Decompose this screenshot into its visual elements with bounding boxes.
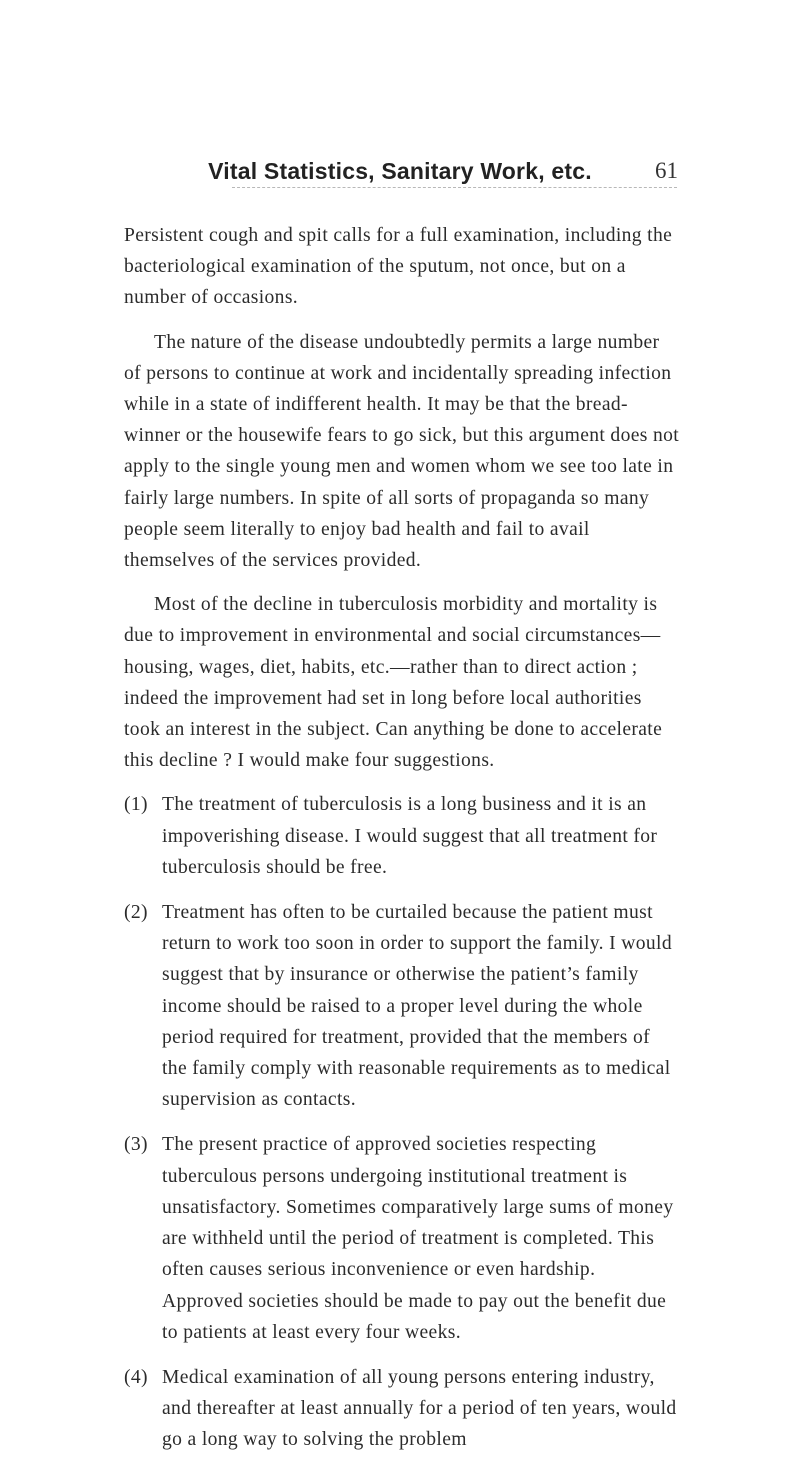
suggestion-number: (2) [124,902,148,924]
suggestion-text: The present practice of approved societies respecting tuberculous persons undergoing institutional treatment is unsatisfactory. Sometimes comparatively large sums of money are withheld until the period of treatment is completed. This often causes serious inconvenience or even hardship. Approved societies should be made to pay out the benefit due to patients at least every four weeks. [162,1134,674,1343]
suggestion-text: Medical examination of all young persons entering industry, and thereafter at least annually for a period of ten years, would go a long way to solving the problem [162,1366,677,1451]
suggestion-item-3 [124,1129,680,1347]
suggestion-item-1 [124,789,680,883]
running-title: Vital Statistics, Sanitary Work, etc. [208,158,592,184]
page-body [124,220,680,1470]
page-number: 61 [655,158,678,183]
suggestion-number: (1) [124,794,148,816]
suggestion-text: Treatment has often to be curtailed because the patient must return to work too soon in order to support the family. I would suggest that by insurance or otherwise the patient’s family income should be raised to a proper level during the whole period required for treatment, provided that the members of the family comply with reasonable requirements as to medical supervision as contacts. [162,902,672,1111]
page-header [0,158,800,194]
suggestion-number: (3) [124,1134,148,1156]
paragraph-nature-of-disease: The nature of the disease undoubtedly permits a large number of persons to continue at work and incidentally spreading infection while in a state of indifferent health. It may be that the bread-winner or the housewife fears to go sick, but this argument does not apply to the single young men and women whom we see too late in fairly large numbers. In spite of all sorts of propaganda so many people seem literally to enjoy bad health and fail to avail themselves of the services provided. [124,331,680,572]
header-divider [232,187,677,188]
suggestion-number: (4) [124,1366,148,1388]
paragraph-persistent-cough: Persistent cough and spit calls for a full examination, including the bacteriological examination of the sputum, not once, but on a number of occasions. [124,225,673,309]
suggestion-text: The treatment of tuberculosis is a long business and it is an impoverishing disease. I would suggest that all treatment for tuberculosis should be free. [162,794,658,878]
suggestion-item-4 [124,1362,680,1456]
paragraph-decline-in-tuberculosis: Most of the decline in tuberculosis morbidity and mortality is due to improvement in environmental and social circumstances—housing, wages, diet, habits, etc.—rather than to direct action ; indeed the improvement had set in long before local authorities took an interest in the subject. Can anything be done to accelerate this decline ? I would make four suggestions. [124,594,663,772]
suggestion-item-2 [124,897,680,1115]
